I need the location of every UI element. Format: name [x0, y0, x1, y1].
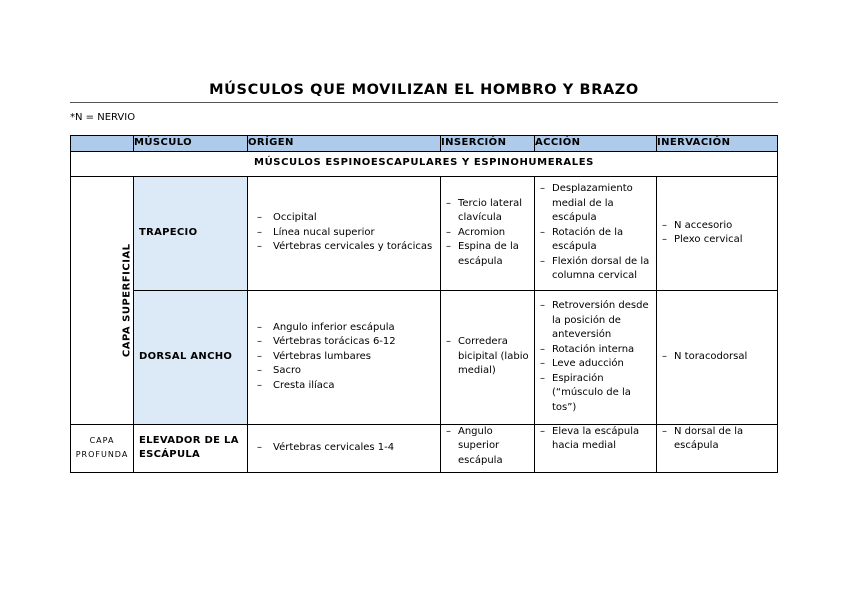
- header-origen: ORÍGEN: [248, 136, 441, 152]
- bullet-list: [248, 211, 440, 255]
- abbreviation-note: *N = NERVIO: [70, 112, 136, 123]
- accion-cell: [535, 424, 657, 472]
- bullet-list: [248, 321, 440, 394]
- accion-cell: [535, 176, 657, 290]
- header-accion: ACCIÓN: [535, 136, 657, 152]
- muscles-table: [70, 135, 778, 473]
- bullet-list: [441, 335, 534, 379]
- list-item: – Espiración (“músculo de la tos”): [540, 372, 652, 416]
- list-item: – Occipital: [257, 211, 436, 226]
- origen-cell: [248, 424, 441, 472]
- muscle-name-cell: DORSAL ANCHO: [134, 290, 248, 424]
- list-item: – N dorsal de la escápula: [662, 425, 773, 454]
- list-item: – Flexión dorsal de la columna cervical: [540, 255, 652, 284]
- section-row: [71, 151, 778, 176]
- group-label-profunda: CAPA PROFUNDA: [75, 435, 129, 459]
- title-underline: [70, 102, 778, 103]
- list-item: – Eleva la escápula hacia medial: [540, 425, 652, 454]
- insercion-cell: [441, 290, 535, 424]
- header-empty-cell: [71, 136, 134, 152]
- page-title: MÚSCULOS QUE MOVILIZAN EL HOMBRO Y BRAZO: [209, 82, 639, 98]
- header-inervacion: INERVACIÓN: [657, 136, 778, 152]
- bullet-list: [657, 219, 777, 248]
- inervacion-cell: [657, 290, 778, 424]
- list-item: – Plexo cervical: [662, 233, 773, 248]
- bullet-list: [535, 182, 656, 284]
- list-item: – Cresta ilíaca: [257, 379, 436, 394]
- list-item: – Vértebras torácicas 6-12: [257, 335, 436, 350]
- list-item: – Línea nucal superior: [257, 226, 436, 241]
- list-item: – Retroversión desde la posición de anteversión: [540, 299, 652, 343]
- table-row-elevador-escapula: [71, 424, 778, 472]
- inervacion-cell: [657, 176, 778, 290]
- origen-cell: [248, 176, 441, 290]
- list-item: – N toracodorsal: [662, 350, 773, 365]
- insercion-cell: [441, 424, 535, 472]
- group-capa-superficial: [71, 176, 134, 424]
- insercion-cell: [441, 176, 535, 290]
- header-row: [71, 136, 778, 152]
- bullet-list: [441, 425, 534, 469]
- list-item: – Corredera bicipital (labio medial): [446, 335, 530, 379]
- bullet-list: [657, 350, 777, 365]
- header-musculo: MÚSCULO: [134, 136, 248, 152]
- bullet-list: [248, 441, 440, 456]
- list-item: – Angulo inferior escápula: [257, 321, 436, 336]
- list-item: – Angulo superior escápula: [446, 425, 530, 469]
- header-insercion: INSERCIÓN: [441, 136, 535, 152]
- section-title: MÚSCULOS ESPINOESCAPULARES Y ESPINOHUMERALES: [71, 151, 778, 176]
- list-item: – Sacro: [257, 364, 436, 379]
- list-item: – Vértebras cervicales y torácicas: [257, 240, 436, 255]
- bullet-list: [535, 299, 656, 415]
- group-capa-profunda: [71, 424, 134, 472]
- list-item: – Vértebras lumbares: [257, 350, 436, 365]
- list-item: – N accesorio: [662, 219, 773, 234]
- bullet-list: [441, 197, 534, 270]
- muscle-name-cell: ELEVADOR DE LA ESCÁPULA: [134, 424, 248, 472]
- origen-cell: [248, 290, 441, 424]
- list-item: – Desplazamiento medial de la escápula: [540, 182, 652, 226]
- accion-cell: [535, 290, 657, 424]
- bullet-list: [657, 425, 777, 454]
- list-item: – Vértebras cervicales 1-4: [257, 441, 436, 456]
- list-item: – Tercio lateral clavícula: [446, 197, 530, 226]
- muscle-name-cell: TRAPECIO: [134, 176, 248, 290]
- table-row-dorsal-ancho: [71, 290, 778, 424]
- list-item: – Rotación de la escápula: [540, 226, 652, 255]
- list-item: – Leve aducción: [540, 357, 652, 372]
- list-item: – Espina de la escápula: [446, 240, 530, 269]
- table-row-trapecio: [71, 176, 778, 290]
- group-label-superficial: CAPA SUPERFICIAL: [121, 243, 133, 357]
- inervacion-cell: [657, 424, 778, 472]
- list-item: – Rotación interna: [540, 343, 652, 358]
- list-item: – Acromion: [446, 226, 530, 241]
- bullet-list: [535, 425, 656, 454]
